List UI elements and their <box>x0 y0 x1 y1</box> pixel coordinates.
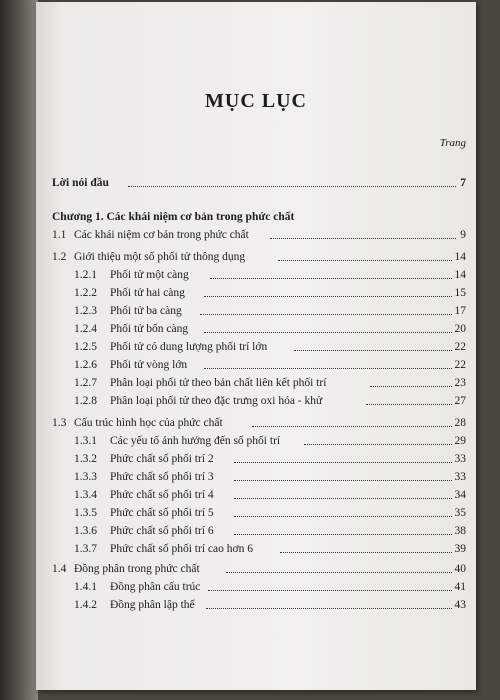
toc-leader-dots <box>304 444 452 445</box>
toc-entry-text: Phân loại phối tử theo bản chất liên kết phối trí <box>110 377 327 389</box>
toc-entry-text: Phối tử bốn càng <box>110 323 189 335</box>
toc-leader-dots <box>234 480 452 481</box>
toc-leader-dots <box>204 368 452 369</box>
toc-entry-text: Phức chất số phối trí 5 <box>110 507 214 519</box>
toc-entry-page: 22 <box>454 359 466 371</box>
toc-leader-dots <box>226 572 452 573</box>
toc-entry-page: 15 <box>454 287 466 299</box>
toc-entry-number: 1.2.5 <box>74 341 97 353</box>
toc-entry-text: Phối tử ba càng <box>110 305 182 317</box>
toc-entry-text: Đồng phân trong phức chất <box>74 563 200 575</box>
toc-entry-page: 20 <box>454 323 466 335</box>
toc-entry-number: 1.3.6 <box>74 525 97 537</box>
toc-entry-text: Phối tử có dung lượng phối trí lớn <box>110 341 268 353</box>
toc-entry-page: 33 <box>454 453 466 465</box>
book-spine-shadow <box>0 0 38 700</box>
toc-entry-page: 40 <box>454 563 466 575</box>
toc-entry-page: 43 <box>454 599 466 611</box>
toc-entry-page: 9 <box>460 229 466 241</box>
toc-entry-text: Phức chất số phối trí 4 <box>110 489 214 501</box>
toc-entry-number: 1.3.3 <box>74 471 97 483</box>
toc-leader-dots <box>234 534 452 535</box>
toc-entry-text: Giới thiệu một số phối tử thông dụng <box>74 251 246 263</box>
toc-entry-text: Phức chất số phối trí 6 <box>110 525 214 537</box>
toc-entry-number: 1.3.2 <box>74 453 97 465</box>
toc-leader-dots <box>370 386 452 387</box>
toc-leader-dots <box>234 462 452 463</box>
toc-leader-dots <box>294 350 452 351</box>
toc-entry-number: 1.3 <box>52 417 67 429</box>
toc-entry-page: 35 <box>454 507 466 519</box>
toc-leader-dots <box>204 332 452 333</box>
toc-entry-page: 39 <box>454 543 466 555</box>
toc-entry-text: Phức chất số phối trí cao hơn 6 <box>110 543 253 555</box>
toc-leader-dots <box>210 278 452 279</box>
toc-entry-number: 1.2.8 <box>74 395 97 407</box>
toc-entry-text: Cấu trúc hình học của phức chất <box>74 417 223 429</box>
toc-leader-dots <box>204 296 452 297</box>
toc-entry-page: 27 <box>454 395 466 407</box>
toc-leader-dots <box>128 186 456 187</box>
toc-entry-number: 1.2.4 <box>74 323 97 335</box>
toc-entry-page: 14 <box>454 251 466 263</box>
toc-entry-number: 1.2 <box>52 251 67 263</box>
toc-entry-number: 1.2.1 <box>74 269 97 281</box>
toc-entry-page: 29 <box>454 435 466 447</box>
toc-entry-page: 22 <box>454 341 466 353</box>
toc-leader-dots <box>234 516 452 517</box>
toc-entry-number: 1.2.2 <box>74 287 97 299</box>
toc-entry-page: 41 <box>454 581 466 593</box>
toc-entry-page: 23 <box>454 377 466 389</box>
toc-entry-text: Phân loại phối tử theo đặc trưng oxi hóa - khử <box>110 395 323 407</box>
toc-entry-page: 33 <box>454 471 466 483</box>
toc-entry-number: 1.2.3 <box>74 305 97 317</box>
toc-entry-number: 1.1 <box>52 229 67 241</box>
toc-leader-dots <box>278 260 452 261</box>
toc-entry-text: Đồng phân lập thể <box>110 599 195 611</box>
toc-entry-text: Phối tử hai càng <box>110 287 185 299</box>
toc-entry-text: Đồng phân cấu trúc <box>110 581 201 593</box>
toc-entry-number: 1.3.1 <box>74 435 97 447</box>
toc-entry-text: Phối tử một càng <box>110 269 189 281</box>
toc-leader-dots <box>252 426 452 427</box>
toc-entry-number: 1.3.5 <box>74 507 97 519</box>
toc-entry-page: 14 <box>454 269 466 281</box>
toc-entry-number: 1.4.2 <box>74 599 97 611</box>
toc-leader-dots <box>280 552 452 553</box>
toc-entry-page: 34 <box>454 489 466 501</box>
toc-entry-text: Chương 1. Các khái niệm cơ bản trong phức chất <box>52 211 295 223</box>
toc-entry-text: Các khái niệm cơ bản trong phức chất <box>74 229 249 241</box>
toc-leader-dots <box>206 608 452 609</box>
toc-entry-page: 7 <box>460 177 466 189</box>
toc-entry-number: 1.2.7 <box>74 377 97 389</box>
book-page <box>36 2 476 690</box>
toc-entry-page: 17 <box>454 305 466 317</box>
toc-entry-text: Các yếu tố ảnh hưởng đến số phối trí <box>110 435 281 447</box>
toc-entry-text: Lời nói đầu <box>52 177 109 189</box>
toc-leader-dots <box>208 590 452 591</box>
toc-entry-text: Phối tử vòng lớn <box>110 359 188 371</box>
toc-leader-dots <box>234 498 452 499</box>
page-title: MỤC LỤC <box>205 90 307 112</box>
page-column-label: Trang <box>439 137 466 149</box>
toc-entry-page: 28 <box>454 417 466 429</box>
toc-entry-text: Phức chất số phối trí 3 <box>110 471 214 483</box>
toc-leader-dots <box>366 404 452 405</box>
toc-entry-number: 1.4.1 <box>74 581 97 593</box>
toc-entry-number: 1.2.6 <box>74 359 97 371</box>
toc-entry-page: 38 <box>454 525 466 537</box>
toc-leader-dots <box>200 314 452 315</box>
toc-entry-number: 1.3.4 <box>74 489 97 501</box>
toc-leader-dots <box>270 238 456 239</box>
toc-entry-text: Phức chất số phối trí 2 <box>110 453 214 465</box>
toc-entry-number: 1.3.7 <box>74 543 97 555</box>
toc-entry-number: 1.4 <box>52 563 67 575</box>
